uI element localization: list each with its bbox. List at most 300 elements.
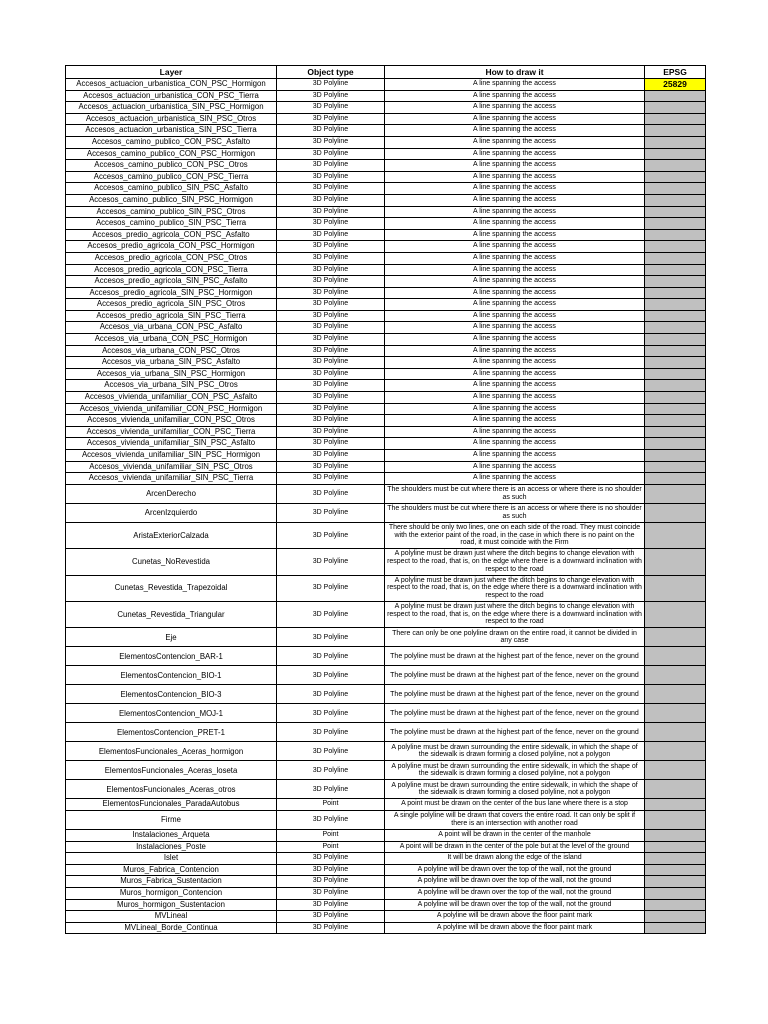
how-to-draw-cell: A line spanning the access xyxy=(385,160,645,172)
object-type-cell: 3D Polyline xyxy=(277,368,385,380)
object-type-cell: 3D Polyline xyxy=(277,252,385,264)
layer-cell: Muros_hormigon_Contencion xyxy=(66,887,277,899)
layer-cell: Firme xyxy=(66,810,277,829)
how-to-draw-cell: A line spanning the access xyxy=(385,229,645,241)
epsg-cell xyxy=(645,264,706,276)
table-row xyxy=(66,841,706,853)
layer-cell: ElementosContencion_BAR-1 xyxy=(66,647,277,666)
epsg-cell xyxy=(645,911,706,923)
object-type-cell: 3D Polyline xyxy=(277,438,385,450)
how-to-draw-cell: A line spanning the access xyxy=(385,403,645,415)
epsg-value-cell: 25829 xyxy=(645,79,706,91)
how-to-draw-cell: A line spanning the access xyxy=(385,345,645,357)
layer-cell: Muros_Fabrica_Sustentacion xyxy=(66,876,277,888)
object-type-cell: 3D Polyline xyxy=(277,380,385,392)
epsg-cell xyxy=(645,853,706,865)
epsg-cell xyxy=(645,549,706,575)
object-type-cell: 3D Polyline xyxy=(277,484,385,503)
how-to-draw-cell: It will be drawn along the edge of the island xyxy=(385,853,645,865)
how-to-draw-cell: A polyline will be drawn above the floor paint mark xyxy=(385,911,645,923)
table-row xyxy=(66,704,706,723)
table-row xyxy=(66,264,706,276)
epsg-cell xyxy=(645,334,706,346)
table-row xyxy=(66,887,706,899)
table-row xyxy=(66,218,706,230)
epsg-cell xyxy=(645,864,706,876)
how-to-draw-cell: A line spanning the access xyxy=(385,368,645,380)
layer-cell: ElementosContencion_BIO-1 xyxy=(66,666,277,685)
object-type-cell: 3D Polyline xyxy=(277,334,385,346)
epsg-cell xyxy=(645,276,706,288)
table-row xyxy=(66,79,706,91)
object-type-cell: 3D Polyline xyxy=(277,876,385,888)
table-row xyxy=(66,799,706,811)
how-to-draw-cell: A line spanning the access xyxy=(385,322,645,334)
table-row xyxy=(66,922,706,934)
how-to-draw-cell: A line spanning the access xyxy=(385,113,645,125)
object-type-cell: 3D Polyline xyxy=(277,704,385,723)
table-row xyxy=(66,899,706,911)
object-type-cell: 3D Polyline xyxy=(277,206,385,218)
layer-cell: Accesos_actuacion_urbanistica_SIN_PSC_Hormigon xyxy=(66,102,277,114)
table-row xyxy=(66,310,706,322)
epsg-cell xyxy=(645,310,706,322)
how-to-draw-cell: There should be only two lines, one on each side of the road. They must coincide with the exterior paint of the road, in the case in which there is no paint on the road, it must coincide with the Firm xyxy=(385,522,645,548)
object-type-cell: 3D Polyline xyxy=(277,522,385,548)
epsg-cell xyxy=(645,392,706,404)
layer-cell: Accesos_actuacion_urbanistica_CON_PSC_Tierra xyxy=(66,90,277,102)
layer-cell: MVLineal xyxy=(66,911,277,923)
layer-cell: ArcenDerecho xyxy=(66,484,277,503)
how-to-draw-cell: A line spanning the access xyxy=(385,415,645,427)
how-to-draw-cell: A line spanning the access xyxy=(385,102,645,114)
object-type-cell: 3D Polyline xyxy=(277,218,385,230)
epsg-cell xyxy=(645,102,706,114)
table-row xyxy=(66,136,706,148)
epsg-cell xyxy=(645,799,706,811)
layer-cell: Accesos_vivienda_unifamiliar_CON_PSC_Otros xyxy=(66,415,277,427)
table-row xyxy=(66,334,706,346)
object-type-cell: 3D Polyline xyxy=(277,685,385,704)
object-type-cell: 3D Polyline xyxy=(277,357,385,369)
table-row xyxy=(66,426,706,438)
object-type-cell: 3D Polyline xyxy=(277,171,385,183)
layer-cell: Cunetas_Revestida_Trapezoidal xyxy=(66,575,277,601)
layer-cell: Accesos_vivienda_unifamiliar_SIN_PSC_Hormigon xyxy=(66,450,277,462)
object-type-cell: 3D Polyline xyxy=(277,276,385,288)
how-to-draw-cell: The polyline must be drawn at the highest part of the fence, never on the ground xyxy=(385,704,645,723)
how-to-draw-cell: A line spanning the access xyxy=(385,218,645,230)
object-type-cell: 3D Polyline xyxy=(277,403,385,415)
epsg-cell xyxy=(645,287,706,299)
epsg-cell xyxy=(645,241,706,253)
how-to-draw-cell: A polyline will be drawn over the top of the wall, not the ground xyxy=(385,864,645,876)
epsg-cell xyxy=(645,461,706,473)
how-to-draw-cell: There can only be one polyline drawn on the entire road, it cannot be divided in any case xyxy=(385,628,645,647)
table-row xyxy=(66,276,706,288)
how-to-draw-cell: A point must be drawn on the center of the bus lane where there is a stop xyxy=(385,799,645,811)
epsg-cell xyxy=(645,183,706,195)
object-type-cell: 3D Polyline xyxy=(277,761,385,780)
layer-cell: ElementosFuncionales_ParadaAutobus xyxy=(66,799,277,811)
layer-cell: Accesos_via_urbana_SIN_PSC_Asfalto xyxy=(66,357,277,369)
epsg-cell xyxy=(645,899,706,911)
table-row xyxy=(66,438,706,450)
how-to-draw-cell: A polyline must be drawn surrounding the entire sidewalk, in which the shape of the sidewalk is drawn forming a closed polyline, not a polygon xyxy=(385,742,645,761)
epsg-cell xyxy=(645,252,706,264)
object-type-cell: 3D Polyline xyxy=(277,90,385,102)
layer-cell: Accesos_predio_agricola_CON_PSC_Otros xyxy=(66,252,277,264)
object-type-cell: 3D Polyline xyxy=(277,415,385,427)
how-to-draw-cell: A polyline will be drawn over the top of the wall, not the ground xyxy=(385,876,645,888)
table-row xyxy=(66,685,706,704)
object-type-cell: 3D Polyline xyxy=(277,853,385,865)
epsg-cell xyxy=(645,742,706,761)
object-type-cell: 3D Polyline xyxy=(277,601,385,627)
layer-cell: Accesos_predio_agricola_SIN_PSC_Asfalto xyxy=(66,276,277,288)
object-type-cell: 3D Polyline xyxy=(277,742,385,761)
layer-cell: Accesos_via_urbana_SIN_PSC_Hormigon xyxy=(66,368,277,380)
epsg-cell xyxy=(645,780,706,799)
layer-cell: Accesos_camino_publico_SIN_PSC_Hormigon xyxy=(66,194,277,206)
table-row xyxy=(66,853,706,865)
table-row xyxy=(66,810,706,829)
how-to-draw-cell: A polyline will be drawn above the floor paint mark xyxy=(385,922,645,934)
table-row xyxy=(66,171,706,183)
layer-cell: Accesos_camino_publico_CON_PSC_Hormigon xyxy=(66,148,277,160)
object-type-cell: 3D Polyline xyxy=(277,723,385,742)
object-type-cell: 3D Polyline xyxy=(277,287,385,299)
how-to-draw-cell: A polyline will be drawn over the top of the wall, not the ground xyxy=(385,899,645,911)
table-row xyxy=(66,229,706,241)
table-row xyxy=(66,287,706,299)
how-to-draw-cell: A line spanning the access xyxy=(385,206,645,218)
object-type-cell: 3D Polyline xyxy=(277,922,385,934)
epsg-cell xyxy=(645,218,706,230)
how-to-draw-cell: The polyline must be drawn at the highest part of the fence, never on the ground xyxy=(385,647,645,666)
object-type-cell: 3D Polyline xyxy=(277,450,385,462)
epsg-cell xyxy=(645,148,706,160)
epsg-cell xyxy=(645,922,706,934)
epsg-cell xyxy=(645,628,706,647)
table-row xyxy=(66,575,706,601)
object-type-cell: 3D Polyline xyxy=(277,241,385,253)
object-type-cell: 3D Polyline xyxy=(277,102,385,114)
epsg-cell xyxy=(645,171,706,183)
layer-cell: Cunetas_NoRevestida xyxy=(66,549,277,575)
header-object-type: Object type xyxy=(277,66,385,79)
how-to-draw-cell: A line spanning the access xyxy=(385,450,645,462)
layer-cell: Accesos_via_urbana_CON_PSC_Asfalto xyxy=(66,322,277,334)
table-row xyxy=(66,503,706,522)
table-row xyxy=(66,90,706,102)
header-how-to-draw: How to draw it xyxy=(385,66,645,79)
object-type-cell: 3D Polyline xyxy=(277,473,385,485)
layer-cell: Instalaciones_Arqueta xyxy=(66,829,277,841)
object-type-cell: 3D Polyline xyxy=(277,426,385,438)
epsg-cell xyxy=(645,761,706,780)
epsg-cell xyxy=(645,450,706,462)
table-row xyxy=(66,125,706,137)
layer-cell: Instalaciones_Poste xyxy=(66,841,277,853)
layer-cell: Accesos_via_urbana_SIN_PSC_Otros xyxy=(66,380,277,392)
table-row xyxy=(66,403,706,415)
epsg-cell xyxy=(645,522,706,548)
object-type-cell: 3D Polyline xyxy=(277,183,385,195)
how-to-draw-cell: A line spanning the access xyxy=(385,183,645,195)
epsg-cell xyxy=(645,368,706,380)
table-row xyxy=(66,322,706,334)
table-row xyxy=(66,113,706,125)
epsg-cell xyxy=(645,829,706,841)
table-row xyxy=(66,628,706,647)
layer-cell: Accesos_actuacion_urbanistica_SIN_PSC_Tierra xyxy=(66,125,277,137)
how-to-draw-cell: A line spanning the access xyxy=(385,473,645,485)
layer-cell: Accesos_camino_publico_SIN_PSC_Otros xyxy=(66,206,277,218)
layer-cell: Accesos_predio_agricola_CON_PSC_Hormigon xyxy=(66,241,277,253)
table-body xyxy=(66,79,706,934)
layer-cell: Accesos_predio_agricola_CON_PSC_Tierra xyxy=(66,264,277,276)
layer-cell: MVLineal_Borde_Continua xyxy=(66,922,277,934)
object-type-cell: 3D Polyline xyxy=(277,810,385,829)
object-type-cell: 3D Polyline xyxy=(277,345,385,357)
object-type-cell: 3D Polyline xyxy=(277,148,385,160)
object-type-cell: 3D Polyline xyxy=(277,136,385,148)
epsg-cell xyxy=(645,90,706,102)
table-row xyxy=(66,357,706,369)
epsg-cell xyxy=(645,194,706,206)
layer-cell: Accesos_predio_agricola_SIN_PSC_Tierra xyxy=(66,310,277,322)
how-to-draw-cell: A line spanning the access xyxy=(385,252,645,264)
how-to-draw-cell: A line spanning the access xyxy=(385,136,645,148)
table-row xyxy=(66,183,706,195)
object-type-cell: 3D Polyline xyxy=(277,647,385,666)
epsg-cell xyxy=(645,229,706,241)
object-type-cell: 3D Polyline xyxy=(277,310,385,322)
epsg-cell xyxy=(645,473,706,485)
layer-cell: Accesos_vivienda_unifamiliar_CON_PSC_Hormigon xyxy=(66,403,277,415)
header-layer: Layer xyxy=(66,66,277,79)
epsg-cell xyxy=(645,299,706,311)
epsg-cell xyxy=(645,345,706,357)
epsg-cell xyxy=(645,438,706,450)
object-type-cell: Point xyxy=(277,829,385,841)
epsg-cell xyxy=(645,136,706,148)
how-to-draw-cell: A polyline must be drawn surrounding the entire sidewalk, in which the shape of the sidewalk is drawn forming a closed polyline, not a polygon xyxy=(385,761,645,780)
how-to-draw-cell: A line spanning the access xyxy=(385,380,645,392)
epsg-cell xyxy=(645,503,706,522)
how-to-draw-cell: The polyline must be drawn at the highest part of the fence, never on the ground xyxy=(385,685,645,704)
layer-cell: Accesos_predio_agricola_CON_PSC_Asfalto xyxy=(66,229,277,241)
object-type-cell: 3D Polyline xyxy=(277,575,385,601)
how-to-draw-cell: A polyline must be drawn just where the ditch begins to change elevation with respect to the road, that is, on the edge where there is a downward inclination with respect to the road xyxy=(385,549,645,575)
layer-cell: Accesos_predio_agricola_SIN_PSC_Otros xyxy=(66,299,277,311)
table-row xyxy=(66,876,706,888)
table-row xyxy=(66,780,706,799)
object-type-cell: 3D Polyline xyxy=(277,899,385,911)
epsg-cell xyxy=(645,160,706,172)
table-row xyxy=(66,194,706,206)
layer-cell: ElementosFuncionales_Aceras_otros xyxy=(66,780,277,799)
table-row xyxy=(66,549,706,575)
epsg-cell xyxy=(645,887,706,899)
layer-cell: Accesos_vivienda_unifamiliar_SIN_PSC_Asfalto xyxy=(66,438,277,450)
layer-cell: Accesos_camino_publico_CON_PSC_Asfalto xyxy=(66,136,277,148)
table-row xyxy=(66,368,706,380)
epsg-cell xyxy=(645,484,706,503)
layer-cell: ArcenIzquierdo xyxy=(66,503,277,522)
how-to-draw-cell: A polyline must be drawn just where the ditch begins to change elevation with respect to the road, that is, on the edge where there is a downward inclination with respect to the road xyxy=(385,601,645,627)
layer-cell: Accesos_vivienda_unifamiliar_CON_PSC_Tierra xyxy=(66,426,277,438)
object-type-cell: 3D Polyline xyxy=(277,160,385,172)
layer-cell: Accesos_camino_publico_SIN_PSC_Tierra xyxy=(66,218,277,230)
table-row xyxy=(66,473,706,485)
layer-cell: Islet xyxy=(66,853,277,865)
epsg-cell xyxy=(645,704,706,723)
table-row xyxy=(66,450,706,462)
table-row xyxy=(66,522,706,548)
object-type-cell: 3D Polyline xyxy=(277,264,385,276)
how-to-draw-cell: A line spanning the access xyxy=(385,171,645,183)
table-row xyxy=(66,252,706,264)
object-type-cell: 3D Polyline xyxy=(277,911,385,923)
how-to-draw-cell: A line spanning the access xyxy=(385,438,645,450)
table-row xyxy=(66,299,706,311)
layer-cell: Accesos_vivienda_unifamiliar_SIN_PSC_Otros xyxy=(66,461,277,473)
table-row xyxy=(66,461,706,473)
how-to-draw-cell: A point will be drawn in the center of the manhole xyxy=(385,829,645,841)
epsg-cell xyxy=(645,322,706,334)
how-to-draw-cell: A line spanning the access xyxy=(385,194,645,206)
how-to-draw-cell: A polyline will be drawn over the top of the wall, not the ground xyxy=(385,887,645,899)
layer-cell: ElementosFuncionales_Aceras_loseta xyxy=(66,761,277,780)
how-to-draw-cell: A line spanning the access xyxy=(385,125,645,137)
object-type-cell: 3D Polyline xyxy=(277,194,385,206)
layer-cell: Accesos_predio_agricola_SIN_PSC_Hormigon xyxy=(66,287,277,299)
object-type-cell: 3D Polyline xyxy=(277,322,385,334)
epsg-cell xyxy=(645,666,706,685)
table-row xyxy=(66,829,706,841)
how-to-draw-cell: A line spanning the access xyxy=(385,299,645,311)
how-to-draw-cell: A line spanning the access xyxy=(385,264,645,276)
layer-cell: Muros_hormigon_Sustentacion xyxy=(66,899,277,911)
table-row xyxy=(66,647,706,666)
layer-cell: Muros_Fabrica_Contencion xyxy=(66,864,277,876)
layer-cell: ElementosContencion_MOJ-1 xyxy=(66,704,277,723)
layer-cell: Accesos_vivienda_unifamiliar_CON_PSC_Asfalto xyxy=(66,392,277,404)
table-row xyxy=(66,864,706,876)
object-type-cell: 3D Polyline xyxy=(277,392,385,404)
how-to-draw-cell: A line spanning the access xyxy=(385,287,645,299)
table-row xyxy=(66,345,706,357)
epsg-cell xyxy=(645,723,706,742)
epsg-cell xyxy=(645,125,706,137)
layer-cell: Accesos_camino_publico_CON_PSC_Otros xyxy=(66,160,277,172)
how-to-draw-cell: The polyline must be drawn at the highest part of the fence, never on the ground xyxy=(385,666,645,685)
how-to-draw-cell: A point will be drawn in the center of the pole but at the level of the ground xyxy=(385,841,645,853)
table-row xyxy=(66,761,706,780)
epsg-cell xyxy=(645,841,706,853)
table-row xyxy=(66,380,706,392)
how-to-draw-cell: A line spanning the access xyxy=(385,426,645,438)
epsg-cell xyxy=(645,685,706,704)
how-to-draw-cell: A line spanning the access xyxy=(385,90,645,102)
how-to-draw-cell: A line spanning the access xyxy=(385,392,645,404)
epsg-cell xyxy=(645,415,706,427)
layer-cell: Cunetas_Revestida_Triangular xyxy=(66,601,277,627)
table-row xyxy=(66,148,706,160)
epsg-cell xyxy=(645,426,706,438)
how-to-draw-cell: A polyline must be drawn just where the ditch begins to change elevation with respect to the road, that is, on the edge where there is a downward inclination with respect to the road xyxy=(385,575,645,601)
layer-cell: ElementosFuncionales_Aceras_hormigon xyxy=(66,742,277,761)
layer-cell: Accesos_actuacion_urbanistica_SIN_PSC_Otros xyxy=(66,113,277,125)
how-to-draw-cell: A line spanning the access xyxy=(385,461,645,473)
object-type-cell: 3D Polyline xyxy=(277,229,385,241)
epsg-cell xyxy=(645,810,706,829)
how-to-draw-cell: A line spanning the access xyxy=(385,241,645,253)
table-row xyxy=(66,241,706,253)
layer-cell: Accesos_camino_publico_CON_PSC_Tierra xyxy=(66,171,277,183)
how-to-draw-cell: A line spanning the access xyxy=(385,334,645,346)
table-row xyxy=(66,601,706,627)
epsg-cell xyxy=(645,403,706,415)
object-type-cell: 3D Polyline xyxy=(277,125,385,137)
object-type-cell: 3D Polyline xyxy=(277,503,385,522)
object-type-cell: 3D Polyline xyxy=(277,113,385,125)
object-type-cell: 3D Polyline xyxy=(277,628,385,647)
epsg-cell xyxy=(645,206,706,218)
table-row xyxy=(66,742,706,761)
table-row xyxy=(66,206,706,218)
table-row xyxy=(66,666,706,685)
layer-cell: Eje xyxy=(66,628,277,647)
epsg-cell xyxy=(645,876,706,888)
object-type-cell: 3D Polyline xyxy=(277,549,385,575)
epsg-cell xyxy=(645,113,706,125)
table-row xyxy=(66,392,706,404)
object-type-cell: 3D Polyline xyxy=(277,864,385,876)
layer-cell: AristaExteriorCalzada xyxy=(66,522,277,548)
header-epsg: EPSG xyxy=(645,66,706,79)
object-type-cell: 3D Polyline xyxy=(277,461,385,473)
layer-cell: Accesos_via_urbana_CON_PSC_Otros xyxy=(66,345,277,357)
object-type-cell: 3D Polyline xyxy=(277,299,385,311)
epsg-cell xyxy=(645,601,706,627)
layer-cell: Accesos_via_urbana_CON_PSC_Hormigon xyxy=(66,334,277,346)
layers-table xyxy=(65,65,706,934)
how-to-draw-cell: A single polyline will be drawn that covers the entire road. It can only be split if there is an intersection with another road xyxy=(385,810,645,829)
table-row xyxy=(66,415,706,427)
layer-cell: Accesos_actuacion_urbanistica_CON_PSC_Hormigon xyxy=(66,79,277,91)
how-to-draw-cell: A line spanning the access xyxy=(385,79,645,91)
table-row xyxy=(66,102,706,114)
object-type-cell: 3D Polyline xyxy=(277,666,385,685)
header-row xyxy=(66,66,706,79)
object-type-cell: 3D Polyline xyxy=(277,780,385,799)
layer-cell: ElementosContencion_BIO-3 xyxy=(66,685,277,704)
table-row xyxy=(66,911,706,923)
epsg-cell xyxy=(645,357,706,369)
layer-cell: ElementosContencion_PRET-1 xyxy=(66,723,277,742)
how-to-draw-cell: A line spanning the access xyxy=(385,148,645,160)
table-row xyxy=(66,160,706,172)
how-to-draw-cell: The shoulders must be cut where there is an access or where there is no shoulder as such xyxy=(385,503,645,522)
how-to-draw-cell: A line spanning the access xyxy=(385,310,645,322)
layer-cell: Accesos_camino_publico_SIN_PSC_Asfalto xyxy=(66,183,277,195)
object-type-cell: Point xyxy=(277,841,385,853)
how-to-draw-cell: The shoulders must be cut where there is an access or where there is no shoulder as such xyxy=(385,484,645,503)
epsg-cell xyxy=(645,380,706,392)
